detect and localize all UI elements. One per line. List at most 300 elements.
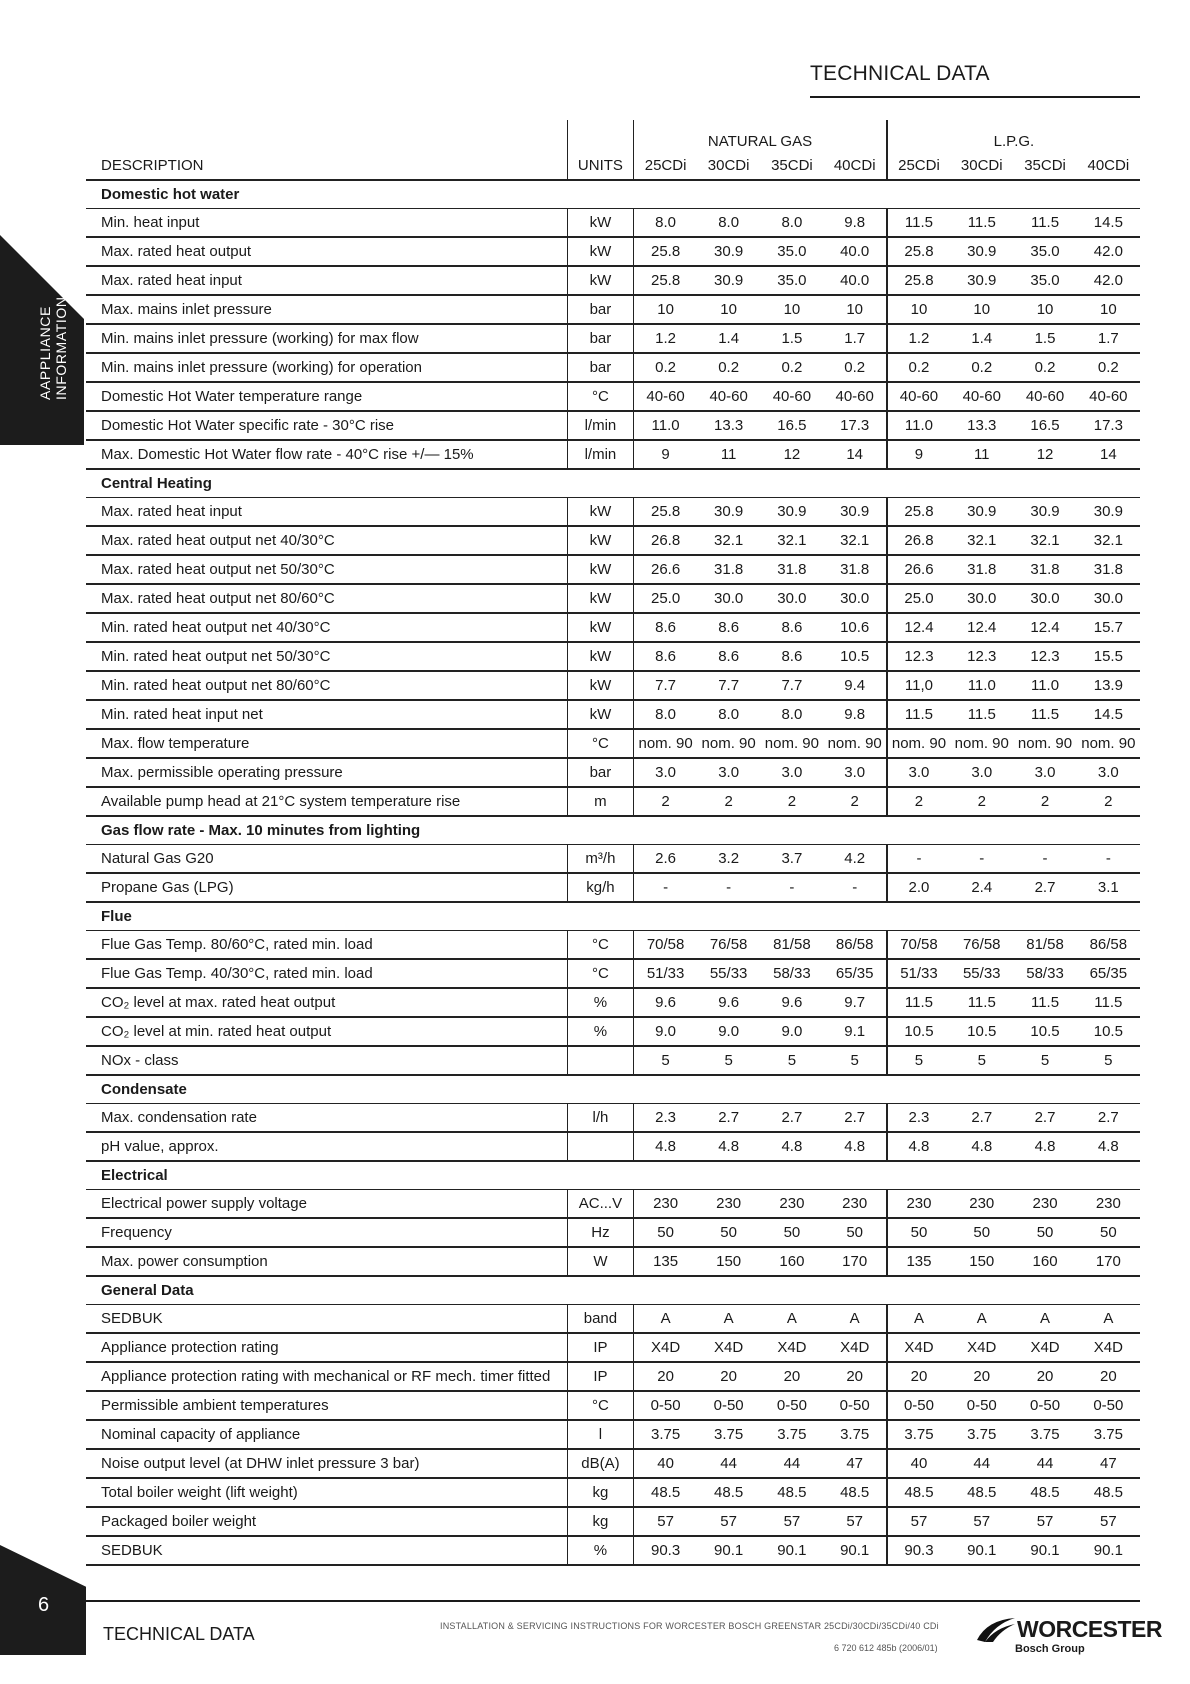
section-title: General Data bbox=[86, 1276, 1140, 1305]
col-header-model: 40CDi bbox=[824, 152, 887, 180]
row-description: Total boiler weight (lift weight) bbox=[86, 1478, 567, 1507]
value-cell: 3.75 bbox=[634, 1420, 697, 1449]
value-cell: 65/35 bbox=[824, 959, 887, 988]
value-cell: 11.5 bbox=[1013, 988, 1076, 1017]
value-cell: 40-60 bbox=[760, 382, 823, 411]
value-cell: 8.6 bbox=[697, 642, 760, 671]
value-cell: 3.7 bbox=[760, 845, 823, 874]
footer-title: TECHNICAL DATA bbox=[103, 1624, 255, 1644]
value-cell: 31.8 bbox=[760, 555, 823, 584]
value-cell: 3.75 bbox=[950, 1420, 1013, 1449]
row-unit: kW bbox=[567, 642, 634, 671]
value-cell: 57 bbox=[634, 1507, 697, 1536]
section-header-row bbox=[86, 1075, 1140, 1104]
value-cell: 230 bbox=[760, 1190, 823, 1219]
value-cell: 11.5 bbox=[887, 209, 950, 238]
row-unit bbox=[567, 1046, 634, 1075]
value-cell: 32.1 bbox=[824, 526, 887, 555]
value-cell: 40-60 bbox=[824, 382, 887, 411]
row-unit: l/min bbox=[567, 411, 634, 440]
value-cell: 31.8 bbox=[1077, 555, 1140, 584]
table-row bbox=[86, 1391, 1140, 1420]
value-cell: 9.6 bbox=[634, 988, 697, 1017]
value-cell: 30.0 bbox=[697, 584, 760, 613]
value-cell: 0-50 bbox=[887, 1391, 950, 1420]
col-header-description: DESCRIPTION bbox=[86, 152, 567, 180]
value-cell: 13.9 bbox=[1077, 671, 1140, 700]
value-cell: 50 bbox=[697, 1218, 760, 1247]
value-cell: 31.8 bbox=[1013, 555, 1076, 584]
value-cell: 230 bbox=[887, 1190, 950, 1219]
value-cell: A bbox=[1077, 1305, 1140, 1334]
value-cell: 3.75 bbox=[1077, 1420, 1140, 1449]
group-lpg: L.P.G. bbox=[887, 120, 1140, 152]
value-cell: A bbox=[697, 1305, 760, 1334]
value-cell: 4.8 bbox=[760, 1132, 823, 1161]
section-header-row bbox=[86, 902, 1140, 931]
row-description: SEDBUK bbox=[86, 1536, 567, 1565]
value-cell: 12.4 bbox=[950, 613, 1013, 642]
table-row bbox=[86, 1104, 1140, 1133]
value-cell: - bbox=[760, 873, 823, 902]
row-description: Natural Gas G20 bbox=[86, 845, 567, 874]
value-cell: 10.5 bbox=[824, 642, 887, 671]
value-cell: 7.7 bbox=[760, 671, 823, 700]
value-cell: 5 bbox=[697, 1046, 760, 1075]
value-cell: 3.0 bbox=[950, 758, 1013, 787]
footer-rule bbox=[86, 1600, 1140, 1602]
value-cell: 2.3 bbox=[887, 1104, 950, 1133]
value-cell: 40 bbox=[634, 1449, 697, 1478]
row-unit: kW bbox=[567, 700, 634, 729]
value-cell: 55/33 bbox=[950, 959, 1013, 988]
value-cell: 2.7 bbox=[1013, 1104, 1076, 1133]
value-cell: 50 bbox=[1077, 1218, 1140, 1247]
value-cell: 0-50 bbox=[760, 1391, 823, 1420]
value-cell: 10.5 bbox=[1077, 1017, 1140, 1046]
page-header-title: TECHNICAL DATA bbox=[810, 62, 990, 85]
value-cell: 30.9 bbox=[824, 498, 887, 527]
table-row bbox=[86, 873, 1140, 902]
value-cell: 3.0 bbox=[1077, 758, 1140, 787]
group-header-row bbox=[86, 120, 1140, 152]
row-description: Packaged boiler weight bbox=[86, 1507, 567, 1536]
value-cell: - bbox=[887, 845, 950, 874]
value-cell: 13.3 bbox=[697, 411, 760, 440]
value-cell: 2.7 bbox=[1013, 873, 1076, 902]
table-row bbox=[86, 1333, 1140, 1362]
value-cell: - bbox=[1013, 845, 1076, 874]
value-cell: 57 bbox=[824, 1507, 887, 1536]
value-cell: 230 bbox=[824, 1190, 887, 1219]
value-cell: 9.8 bbox=[824, 700, 887, 729]
value-cell: 40-60 bbox=[950, 382, 1013, 411]
value-cell: 2.3 bbox=[634, 1104, 697, 1133]
row-description: Frequency bbox=[86, 1218, 567, 1247]
row-unit: W bbox=[567, 1247, 634, 1276]
value-cell: 2.7 bbox=[1077, 1104, 1140, 1133]
table-row bbox=[86, 440, 1140, 469]
value-cell: 12.4 bbox=[1013, 613, 1076, 642]
value-cell: 90.1 bbox=[1077, 1536, 1140, 1565]
row-description: Appliance protection rating with mechanical or RF mech. timer fitted bbox=[86, 1362, 567, 1391]
table-row bbox=[86, 1536, 1140, 1565]
table-row bbox=[86, 1190, 1140, 1219]
row-unit: kW bbox=[567, 498, 634, 527]
value-cell: X4D bbox=[760, 1333, 823, 1362]
value-cell: 86/58 bbox=[824, 931, 887, 960]
value-cell: 25.8 bbox=[634, 498, 697, 527]
section-title: Electrical bbox=[86, 1161, 1140, 1190]
table-row bbox=[86, 787, 1140, 816]
value-cell: 48.5 bbox=[887, 1478, 950, 1507]
value-cell: 57 bbox=[1077, 1507, 1140, 1536]
row-description: Min. heat input bbox=[86, 209, 567, 238]
row-description: Max. rated heat output net 40/30°C bbox=[86, 526, 567, 555]
value-cell: 3.75 bbox=[1013, 1420, 1076, 1449]
section-header-row bbox=[86, 1276, 1140, 1305]
value-cell: X4D bbox=[950, 1333, 1013, 1362]
value-cell: nom. 90 bbox=[1077, 729, 1140, 758]
value-cell: 150 bbox=[950, 1247, 1013, 1276]
value-cell: 32.1 bbox=[1077, 526, 1140, 555]
value-cell: 10.5 bbox=[1013, 1017, 1076, 1046]
table-row bbox=[86, 237, 1140, 266]
value-cell: 25.8 bbox=[634, 237, 697, 266]
table-row bbox=[86, 1420, 1140, 1449]
value-cell: 9 bbox=[887, 440, 950, 469]
value-cell: 5 bbox=[1077, 1046, 1140, 1075]
value-cell: 3.75 bbox=[760, 1420, 823, 1449]
row-description: Permissible ambient temperatures bbox=[86, 1391, 567, 1420]
row-unit: kW bbox=[567, 526, 634, 555]
value-cell: 5 bbox=[1013, 1046, 1076, 1075]
row-description: Max. mains inlet pressure bbox=[86, 295, 567, 324]
value-cell: 2.7 bbox=[697, 1104, 760, 1133]
value-cell: 11.5 bbox=[950, 700, 1013, 729]
value-cell: 8.6 bbox=[634, 642, 697, 671]
value-cell: 2.7 bbox=[950, 1104, 1013, 1133]
value-cell: 11.0 bbox=[634, 411, 697, 440]
value-cell: 9 bbox=[634, 440, 697, 469]
row-description: pH value, approx. bbox=[86, 1132, 567, 1161]
value-cell: 30.0 bbox=[1013, 584, 1076, 613]
value-cell: X4D bbox=[824, 1333, 887, 1362]
table-row bbox=[86, 584, 1140, 613]
value-cell: nom. 90 bbox=[1013, 729, 1076, 758]
value-cell: 5 bbox=[760, 1046, 823, 1075]
value-cell: 31.8 bbox=[950, 555, 1013, 584]
row-unit: bar bbox=[567, 353, 634, 382]
row-unit: kW bbox=[567, 584, 634, 613]
column-header-row bbox=[86, 152, 1140, 180]
value-cell: - bbox=[634, 873, 697, 902]
value-cell: 8.0 bbox=[760, 700, 823, 729]
row-description: Max. permissible operating pressure bbox=[86, 758, 567, 787]
value-cell: 32.1 bbox=[1013, 526, 1076, 555]
value-cell: 1.2 bbox=[634, 324, 697, 353]
value-cell: 10 bbox=[634, 295, 697, 324]
value-cell: 9.8 bbox=[824, 209, 887, 238]
value-cell: 0.2 bbox=[634, 353, 697, 382]
page-number: 6 bbox=[38, 1594, 50, 1616]
row-unit: kW bbox=[567, 555, 634, 584]
table-row bbox=[86, 1449, 1140, 1478]
value-cell: 5 bbox=[824, 1046, 887, 1075]
row-description: Max. Domestic Hot Water flow rate - 40°C rise +/— 15% bbox=[86, 440, 567, 469]
value-cell: 25.8 bbox=[887, 237, 950, 266]
table-row bbox=[86, 266, 1140, 295]
value-cell: 11.5 bbox=[950, 988, 1013, 1017]
row-unit bbox=[567, 1132, 634, 1161]
table-row bbox=[86, 613, 1140, 642]
value-cell: 86/58 bbox=[1077, 931, 1140, 960]
value-cell: 3.0 bbox=[887, 758, 950, 787]
row-unit: dB(A) bbox=[567, 1449, 634, 1478]
value-cell: 76/58 bbox=[950, 931, 1013, 960]
value-cell: 2 bbox=[824, 787, 887, 816]
value-cell: 47 bbox=[1077, 1449, 1140, 1478]
value-cell: 1.7 bbox=[824, 324, 887, 353]
value-cell: 12.3 bbox=[887, 642, 950, 671]
row-description: Max. condensation rate bbox=[86, 1104, 567, 1133]
value-cell: 30.9 bbox=[697, 498, 760, 527]
value-cell: A bbox=[634, 1305, 697, 1334]
row-description: Appliance protection rating bbox=[86, 1333, 567, 1362]
value-cell: A bbox=[824, 1305, 887, 1334]
value-cell: 135 bbox=[887, 1247, 950, 1276]
value-cell: 0.2 bbox=[760, 353, 823, 382]
value-cell: 50 bbox=[887, 1218, 950, 1247]
side-tab-line2: INFORMATION bbox=[53, 296, 69, 400]
value-cell: 57 bbox=[760, 1507, 823, 1536]
value-cell: 0.2 bbox=[887, 353, 950, 382]
row-unit: kW bbox=[567, 209, 634, 238]
value-cell: 5 bbox=[887, 1046, 950, 1075]
table-row bbox=[86, 1507, 1140, 1536]
value-cell: 44 bbox=[1013, 1449, 1076, 1478]
value-cell: 4.8 bbox=[1077, 1132, 1140, 1161]
value-cell: 40 bbox=[887, 1449, 950, 1478]
value-cell: - bbox=[697, 873, 760, 902]
value-cell: - bbox=[824, 873, 887, 902]
table-row bbox=[86, 1305, 1140, 1334]
value-cell: 10 bbox=[760, 295, 823, 324]
col-header-model: 35CDi bbox=[1013, 152, 1076, 180]
value-cell: 8.0 bbox=[760, 209, 823, 238]
value-cell: 160 bbox=[1013, 1247, 1076, 1276]
value-cell: 2 bbox=[760, 787, 823, 816]
value-cell: 40-60 bbox=[697, 382, 760, 411]
table-row bbox=[86, 324, 1140, 353]
value-cell: 40-60 bbox=[887, 382, 950, 411]
value-cell: 31.8 bbox=[697, 555, 760, 584]
value-cell: 26.8 bbox=[634, 526, 697, 555]
value-cell: X4D bbox=[1013, 1333, 1076, 1362]
logo-subtitle: Bosch Group bbox=[1015, 1643, 1085, 1655]
value-cell: 230 bbox=[950, 1190, 1013, 1219]
row-unit: % bbox=[567, 988, 634, 1017]
value-cell: 1.4 bbox=[697, 324, 760, 353]
row-description: Domestic Hot Water temperature range bbox=[86, 382, 567, 411]
row-unit: kg bbox=[567, 1507, 634, 1536]
section-title: Flue bbox=[86, 902, 1140, 931]
value-cell: 20 bbox=[1077, 1362, 1140, 1391]
row-description: Min. rated heat output net 80/60°C bbox=[86, 671, 567, 700]
row-unit: °C bbox=[567, 1391, 634, 1420]
value-cell: 14 bbox=[1077, 440, 1140, 469]
value-cell: 48.5 bbox=[950, 1478, 1013, 1507]
section-title: Domestic hot water bbox=[86, 180, 1140, 209]
value-cell: 31.8 bbox=[824, 555, 887, 584]
value-cell: 11 bbox=[950, 440, 1013, 469]
value-cell: nom. 90 bbox=[824, 729, 887, 758]
value-cell: 9.0 bbox=[634, 1017, 697, 1046]
value-cell: 11.5 bbox=[887, 988, 950, 1017]
value-cell: 17.3 bbox=[1077, 411, 1140, 440]
value-cell: 26.6 bbox=[634, 555, 697, 584]
table-row bbox=[86, 1478, 1140, 1507]
value-cell: 58/33 bbox=[1013, 959, 1076, 988]
value-cell: 90.3 bbox=[634, 1536, 697, 1565]
value-cell: 55/33 bbox=[697, 959, 760, 988]
footer-instructions: INSTALLATION & SERVICING INSTRUCTIONS FOR WORCESTER BOSCH GREENSTAR 25CDi/30CDi/35CDi/40 CDi bbox=[440, 1621, 939, 1631]
value-cell: 14.5 bbox=[1077, 700, 1140, 729]
value-cell: 30.9 bbox=[950, 498, 1013, 527]
value-cell: 2 bbox=[887, 787, 950, 816]
value-cell: 42.0 bbox=[1077, 266, 1140, 295]
value-cell: nom. 90 bbox=[697, 729, 760, 758]
value-cell: 4.8 bbox=[824, 1132, 887, 1161]
row-unit: kg bbox=[567, 1478, 634, 1507]
value-cell: 90.3 bbox=[887, 1536, 950, 1565]
value-cell: 40.0 bbox=[824, 266, 887, 295]
value-cell: A bbox=[1013, 1305, 1076, 1334]
value-cell: 10.5 bbox=[887, 1017, 950, 1046]
value-cell: 70/58 bbox=[634, 931, 697, 960]
value-cell: 12.3 bbox=[950, 642, 1013, 671]
value-cell: 9.4 bbox=[824, 671, 887, 700]
value-cell: 25.0 bbox=[634, 584, 697, 613]
table-row bbox=[86, 729, 1140, 758]
table-row bbox=[86, 353, 1140, 382]
value-cell: 81/58 bbox=[1013, 931, 1076, 960]
value-cell: 230 bbox=[697, 1190, 760, 1219]
value-cell: 50 bbox=[634, 1218, 697, 1247]
value-cell: 76/58 bbox=[697, 931, 760, 960]
table-row bbox=[86, 555, 1140, 584]
value-cell: 30.0 bbox=[1077, 584, 1140, 613]
table-row bbox=[86, 1046, 1140, 1075]
value-cell: 57 bbox=[887, 1507, 950, 1536]
value-cell: 10 bbox=[697, 295, 760, 324]
value-cell: 2 bbox=[634, 787, 697, 816]
value-cell: 26.8 bbox=[887, 526, 950, 555]
value-cell: 32.1 bbox=[760, 526, 823, 555]
value-cell: 81/58 bbox=[760, 931, 823, 960]
value-cell: 44 bbox=[760, 1449, 823, 1478]
value-cell: 2.0 bbox=[887, 873, 950, 902]
col-header-units: UNITS bbox=[567, 152, 634, 180]
value-cell: 25.8 bbox=[634, 266, 697, 295]
value-cell: 90.1 bbox=[824, 1536, 887, 1565]
value-cell: 230 bbox=[1077, 1190, 1140, 1219]
row-unit: °C bbox=[567, 931, 634, 960]
value-cell: 3.0 bbox=[634, 758, 697, 787]
row-unit: IP bbox=[567, 1362, 634, 1391]
value-cell: 12.3 bbox=[1013, 642, 1076, 671]
section-header-row bbox=[86, 1161, 1140, 1190]
value-cell: 48.5 bbox=[697, 1478, 760, 1507]
value-cell: 8.6 bbox=[760, 613, 823, 642]
value-cell: 3.0 bbox=[824, 758, 887, 787]
value-cell: 10 bbox=[950, 295, 1013, 324]
row-unit: bar bbox=[567, 295, 634, 324]
value-cell: 44 bbox=[950, 1449, 1013, 1478]
section-title: Central Heating bbox=[86, 469, 1140, 498]
value-cell: 1.7 bbox=[1077, 324, 1140, 353]
row-unit: m bbox=[567, 787, 634, 816]
value-cell: 57 bbox=[1013, 1507, 1076, 1536]
group-natural-gas: NATURAL GAS bbox=[707, 133, 813, 150]
row-description: Max. flow temperature bbox=[86, 729, 567, 758]
value-cell: 30.0 bbox=[824, 584, 887, 613]
row-description: Min. rated heat output net 50/30°C bbox=[86, 642, 567, 671]
table-row bbox=[86, 382, 1140, 411]
value-cell: 40.0 bbox=[824, 237, 887, 266]
value-cell: 35.0 bbox=[760, 237, 823, 266]
value-cell: 11,0 bbox=[887, 671, 950, 700]
col-header-model: 25CDi bbox=[634, 152, 697, 180]
value-cell: 30.0 bbox=[760, 584, 823, 613]
value-cell: A bbox=[950, 1305, 1013, 1334]
col-header-model: 35CDi bbox=[760, 152, 823, 180]
worcester-logo bbox=[975, 1612, 1162, 1662]
value-cell: 0.2 bbox=[697, 353, 760, 382]
value-cell: 3.0 bbox=[1013, 758, 1076, 787]
value-cell: 26.6 bbox=[887, 555, 950, 584]
row-description: Max. rated heat input bbox=[86, 266, 567, 295]
row-description: Flue Gas Temp. 80/60°C, rated min. load bbox=[86, 931, 567, 960]
value-cell: 50 bbox=[950, 1218, 1013, 1247]
value-cell: 4.8 bbox=[634, 1132, 697, 1161]
row-description: Max. rated heat output net 50/30°C bbox=[86, 555, 567, 584]
value-cell: nom. 90 bbox=[950, 729, 1013, 758]
value-cell: 8.6 bbox=[760, 642, 823, 671]
row-unit: kW bbox=[567, 671, 634, 700]
value-cell: 8.6 bbox=[634, 613, 697, 642]
row-unit: band bbox=[567, 1305, 634, 1334]
value-cell: 4.8 bbox=[887, 1132, 950, 1161]
value-cell: 8.6 bbox=[697, 613, 760, 642]
row-unit: AC...V bbox=[567, 1190, 634, 1219]
value-cell: 40-60 bbox=[1077, 382, 1140, 411]
value-cell: 0-50 bbox=[634, 1391, 697, 1420]
value-cell: 11.5 bbox=[1013, 700, 1076, 729]
value-cell: 40-60 bbox=[634, 382, 697, 411]
value-cell: 11.0 bbox=[887, 411, 950, 440]
value-cell: 11.0 bbox=[1013, 671, 1076, 700]
table-row bbox=[86, 931, 1140, 960]
value-cell: 0.2 bbox=[824, 353, 887, 382]
value-cell: 15.7 bbox=[1077, 613, 1140, 642]
value-cell: 7.7 bbox=[634, 671, 697, 700]
value-cell: 16.5 bbox=[760, 411, 823, 440]
value-cell: 11.5 bbox=[1077, 988, 1140, 1017]
worcester-swoosh-icon bbox=[975, 1616, 1017, 1644]
row-description: Available pump head at 21°C system temperature rise bbox=[86, 787, 567, 816]
value-cell: 30.9 bbox=[950, 237, 1013, 266]
